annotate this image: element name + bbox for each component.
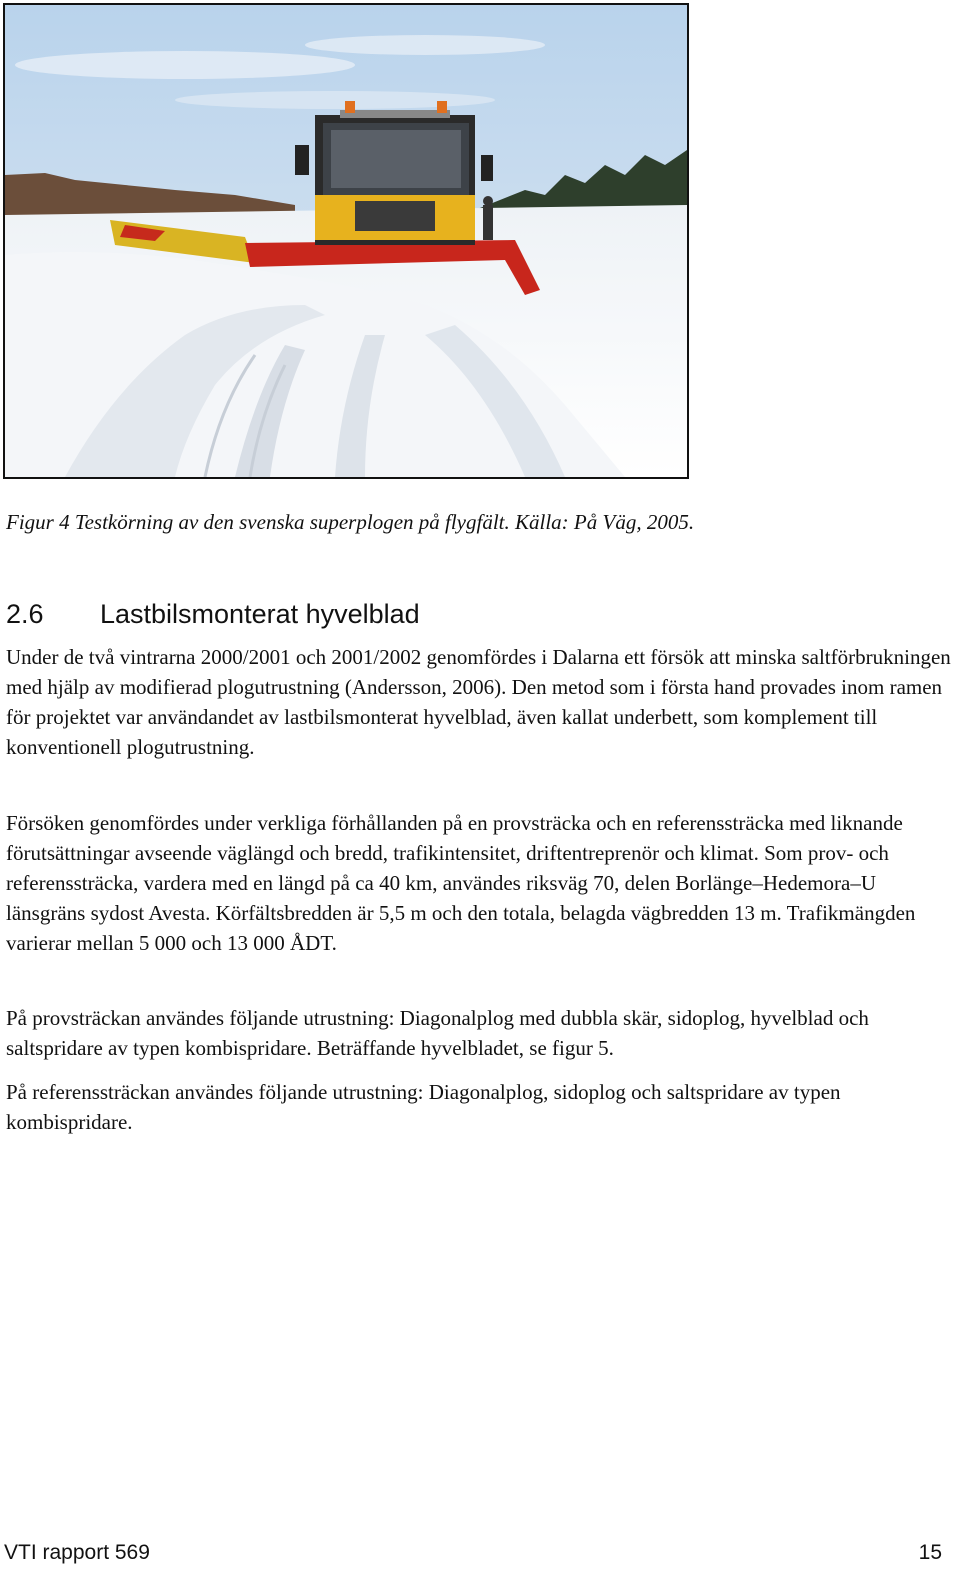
- snowplow-truck-photo: [5, 5, 687, 477]
- section-number: 2.6: [6, 599, 44, 629]
- paragraph-text: På provsträckan användes följande utrustning: Diagonalplog med dubbla skär, sidoplog, hyvelblad och saltspridare av typen kombispridare. Beträffande hyvelbladet, se figur 5.: [6, 1006, 869, 1060]
- paragraph: [6, 1003, 956, 1063]
- figure-photo: [3, 3, 689, 479]
- paragraph-text: På referenssträckan användes följande utrustning: Diagonalplog, sidoplog och saltspridare av typen kombispridare.: [6, 1080, 841, 1134]
- person: [483, 205, 493, 240]
- paragraph: [6, 1077, 956, 1137]
- figure-caption: Figur 4 Testkörning av den svenska superplogen på flygfält. Källa: På Väg, 2005.: [6, 510, 695, 534]
- paragraph-text: Försöken genomfördes under verkliga förhållanden på en provsträcka och en referenssträcka med liknande förutsättningar avseende väglängd och bredd, trafikintensitet, driftentreprenör och klimat. Som prov- och referenssträcka, vardera med en längd på ca 40 km, användes riksväg 70, delen Borlänge–Hedemora–U länsgräns sydost Avesta. Körfältsbredden är 5,5 m och den totala, belagda vägbredden 13 m. Trafikmängden varierar mellan 5 000 och 13 000 ÅDT.: [6, 811, 916, 955]
- section-title: Lastbilsmonterat hyvelblad: [100, 599, 420, 629]
- paragraph: [6, 642, 956, 762]
- section-heading: [6, 599, 420, 630]
- paragraph-text: Under de två vintrarna 2000/2001 och 2001/2002 genomfördes i Dalarna ett försök att minska saltförbrukningen med hjälp av modifierad plogutrustning (Andersson, 2006). Den metod som i första hand provades inom ramen för projektet var användandet av lastbilsmonterat hyvelblad, även kallat underbett, som komplement till konventionell plogutrustning.: [6, 645, 951, 759]
- paragraph: [6, 808, 956, 958]
- footer-report: VTI rapport 569: [4, 1541, 150, 1564]
- page-number: 15: [918, 1541, 942, 1564]
